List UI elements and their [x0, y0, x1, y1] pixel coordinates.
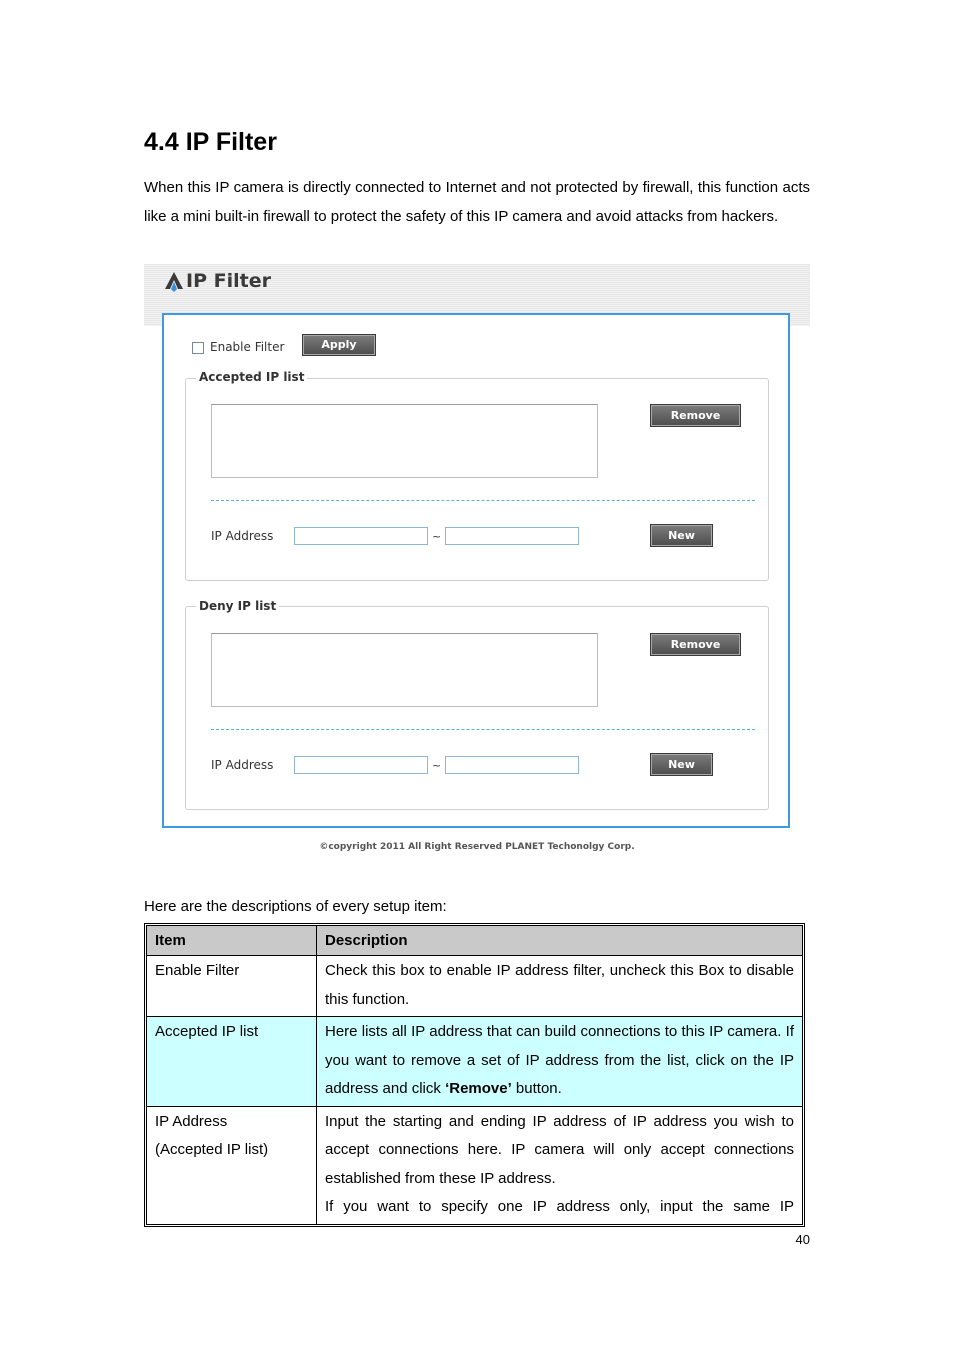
enable-filter-checkbox[interactable] [192, 342, 204, 354]
deny-ip-listbox[interactable] [211, 633, 598, 707]
description-text: Input the starting and ending IP address of IP address you wish to accept connections here. IP camera will only accept connections established from these IP address. [325, 1112, 794, 1187]
item-cell: Accepted IP list [147, 1017, 317, 1107]
accepted-remove-button[interactable]: Remove [650, 404, 741, 427]
remove-emphasis: ‘Remove’ [445, 1080, 512, 1097]
description-cell [317, 1017, 803, 1107]
page-number: 40 [795, 1232, 810, 1247]
section-heading: 4.4 IP Filter [144, 128, 277, 156]
item-cell [147, 1106, 317, 1224]
item-cell: Enable Filter [147, 956, 317, 1017]
apply-button[interactable]: Apply [302, 334, 376, 356]
deny-range-separator: ~ [432, 759, 442, 772]
description-cell [317, 1106, 803, 1224]
deny-new-button[interactable]: New [650, 753, 713, 776]
table-row [147, 1017, 803, 1107]
description-text: If you want to specify one IP address only, input the same IP [325, 1198, 794, 1215]
planet-logo-icon [164, 271, 184, 293]
column-header-item: Item [147, 926, 317, 956]
item-line: IP Address [155, 1112, 228, 1130]
enable-filter-label: Enable Filter [210, 340, 285, 354]
deny-start-ip-input[interactable] [294, 756, 428, 774]
description-table [144, 923, 805, 1227]
accepted-start-ip-input[interactable] [294, 527, 428, 545]
description-text: Here lists all IP address that can build connections to this IP camera. If you want to remove a set of IP address from the list, click on the IP address and click [325, 1023, 794, 1097]
accepted-ip-address-label: IP Address [211, 529, 274, 543]
deny-remove-button[interactable]: Remove [650, 633, 741, 656]
screenshot-title: IP Filter [186, 270, 271, 292]
accepted-ip-listbox[interactable] [211, 404, 598, 478]
column-header-description: Description [317, 926, 803, 956]
description-cell: Check this box to enable IP address filter, uncheck this Box to disable this function. [317, 956, 803, 1017]
deny-ip-address-label: IP Address [211, 758, 274, 772]
deny-end-ip-input[interactable] [445, 756, 579, 774]
table-row [147, 1106, 803, 1224]
ip-filter-screenshot [144, 264, 810, 864]
accepted-range-separator: ~ [432, 530, 442, 543]
table-caption: Here are the descriptions of every setup item: [144, 898, 447, 915]
accepted-ip-legend: Accepted IP list [196, 370, 307, 384]
accepted-end-ip-input[interactable] [445, 527, 579, 545]
copyright-text: ©copyright 2011 All Right Reserved PLANET Techonolgy Corp. [319, 842, 635, 852]
accepted-divider [211, 500, 755, 501]
item-line: (Accepted IP list) [155, 1141, 269, 1158]
table-row [147, 956, 803, 1017]
intro-paragraph: When this IP camera is directly connected to Internet and not protected by firewall, this function acts like a mini built-in firewall to protect the safety of this IP camera and avoid attacks from hackers. [144, 179, 810, 225]
description-text: button. [511, 1080, 562, 1097]
accepted-new-button[interactable]: New [650, 524, 713, 547]
deny-divider [211, 729, 755, 730]
ip-filter-panel [162, 313, 790, 828]
table-header-row [147, 926, 803, 956]
deny-ip-legend: Deny IP list [196, 599, 279, 613]
